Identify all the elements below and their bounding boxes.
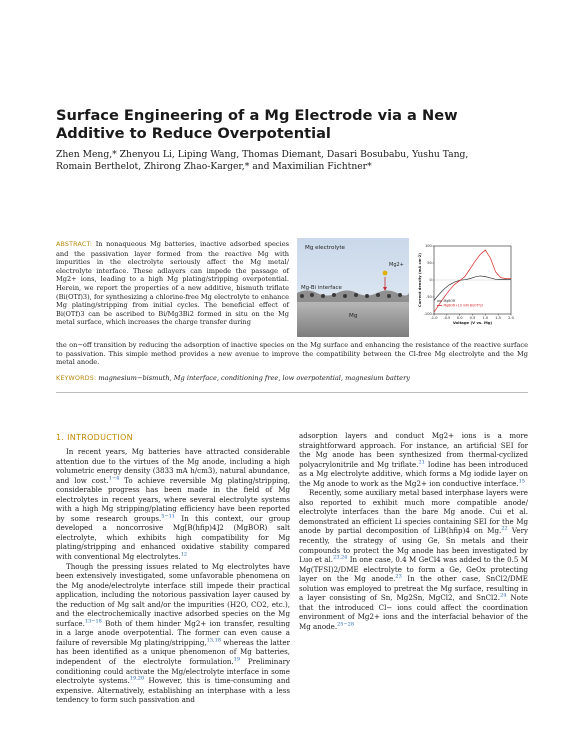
text-run: adsorption layers and conduct Mg2+ ions is a more straightforward approach. For instance, an artificial SEI for the Mg anode has been synthesized from thermal-cyclized polyacrylonitrile and Mg triflate. xyxy=(299,431,528,469)
citation[interactable]: 21 xyxy=(418,459,425,466)
text-run: Recently, some auxiliary metal based interphase layers were also reported to exhibit much more compatible anode/ electrolyte interfaces than the bare Mg anode. Cui et al. demonstrated an efficient Li species containing SEI for the Mg anode by partial decomposition of LiB(hfip)4 on Mg. xyxy=(299,488,528,536)
abstract xyxy=(56,240,289,327)
intro-paragraph-2 xyxy=(56,562,290,705)
authors-line-1: Zhen Meng,* Zhenyou Li, Liping Wang, Thomas Diemant, Dasari Bosubabu, Yushu Tang, xyxy=(56,149,469,160)
toc-label-electrolyte: Mg electrolyte xyxy=(305,245,345,251)
left-column xyxy=(56,447,290,705)
keywords-label: KEYWORDS: xyxy=(56,375,97,382)
text-run: In this context, our group developed a noncorrosive Mg[B(hfip)4]2 (MgBOR) salt electrolyte, which exhibits high compatibility for Mg plating/stripping and enhanced oxidative stability compared with conventional Mg electrolytes. xyxy=(56,513,291,562)
mgbi-layer xyxy=(297,291,409,303)
text-run: whereas the latter has been identified as a unique phenomenon of Mg batteries, independent of the electrolyte formulation. xyxy=(56,637,290,667)
intro-paragraph-3 xyxy=(299,488,528,631)
abstract-label: ABSTRACT: xyxy=(56,241,93,248)
citation[interactable]: 1−4 xyxy=(108,475,120,482)
y-tick-label: 0 xyxy=(429,278,432,283)
citation[interactable]: 23 xyxy=(395,573,402,580)
toc-figure xyxy=(297,238,525,337)
y-tick-label: -100 xyxy=(423,312,432,317)
text-run: In one case, 0.4 M GeCl4 was added to the 0.5 M Mg(TFSI)2/DME electrolyte to form a Ge, GeOx protecting layer on the Mg anode. xyxy=(299,555,528,584)
citation[interactable]: 24 xyxy=(500,592,507,599)
citation[interactable]: 25−28 xyxy=(337,621,355,628)
paper-title: Surface Engineering of a Mg Electrode via a New Additive to Reduce Overpotential xyxy=(56,107,458,142)
y-tick-label: -50 xyxy=(425,295,432,300)
x-tick-label: -1.0 xyxy=(430,316,438,320)
citation[interactable]: 5−11 xyxy=(161,513,175,520)
x-tick-label: -0.5 xyxy=(443,316,451,320)
mg-metal xyxy=(297,302,409,337)
x-tick-label: 0.5 xyxy=(469,316,476,320)
text-run: In the other case, SnCl2/DME solution was employed to pretreat the Mg surface, resulting in a layer consisting of Sn, Mg2Sn, MgCl2, and SnCl2. xyxy=(299,574,528,603)
text-run: Iodine has been introduced as a Mg electrolyte additive, which forms a Mg iodide layer on the Mg anode to work as the Mg2+ ion conductive interface. xyxy=(299,459,528,488)
toc-graphic xyxy=(297,238,525,337)
x-tick-label: 1.0 xyxy=(482,316,489,320)
text-run: Though the pressing issues related to Mg electrolytes have been extensively investigated, some unfavorable phenomena on the Mg anode/electrolyte interface still impede their practical application, including the notorious passivation layer caused by the reduction of Mg salt and/or the impurities (H2O, CO2, etc.), and the electrochemically inactive adsorbed species on the Mg surface. xyxy=(56,561,290,628)
y-axis-label: Current density (mA cm-2) xyxy=(418,253,422,307)
mg-ion-dot xyxy=(383,271,388,276)
citation[interactable]: 12 xyxy=(180,551,188,558)
authors-line-2: Romain Berthelot, Zhirong Zhao-Karger,* and Maximilian Fichtner* xyxy=(56,161,372,172)
x-tick-label: 2.0 xyxy=(508,316,514,320)
abstract-text: In nonaqueous Mg batteries, inactive adsorbed species and the passivation layer formed from the reactive Mg with impurities in the electrolyte seriously affect the Mg metal/ electrolyte interface. These adlayers can impede the passage of Mg2+ ions, leading to a high Mg plating/stripping overpotential. Herein, we report the properties of a new additive, bismuth triflate (Bi(OTf)3), for synthesizing a chlorine-free Mg electrolyte to enhance Mg plating/stripping from initial cycles. The beneficial effect of Bi(OTf)3 can be ascribed to Bi/Mg3Bi2 formed in situ on the Mg metal surface, which increases the charge transfer during xyxy=(56,240,289,327)
x-axis-label: Voltage (V vs. Mg) xyxy=(452,320,493,325)
text-run: Note that the introduced Cl− ions could affect the coordination environment of Mg2+ ions and the interfacial behavior of the Mg anode. xyxy=(299,593,528,631)
legend-entry: MgBOR xyxy=(443,299,456,304)
abstract-continuation: the on−off transition by reducing the adsorption of inactive species on the Mg surface and enhancing the resistance of the reactive surface to passivation. This simple method provides a new avenue to improve the compatibility between the Cl-free Mg electrolyte and the Mg metal anode. xyxy=(56,341,528,367)
citation[interactable]: 22 xyxy=(501,526,508,533)
legend-entry: MgBOR+10 mM Bi(OTf)3 xyxy=(443,303,483,308)
cv-chart xyxy=(418,244,515,325)
y-tick-label: 100 xyxy=(424,244,432,249)
keywords-list: magnesium−bismuth, Mg interface, conditioning free, low overpotential, magnesium battery xyxy=(98,374,410,382)
citation[interactable]: 19 xyxy=(233,656,241,663)
y-tick-label: 50 xyxy=(427,261,432,266)
citation[interactable]: 13,18 xyxy=(206,637,221,644)
text-run: To achieve reversible Mg plating/stripping, considerable progress has been made in the field of Mg electrolytes in recent years, where several electrolyte systems with a high Mg stripping/plating efficiency have been reported by some research groups. xyxy=(56,475,290,523)
author-list xyxy=(56,149,526,173)
text-run: In recent years, Mg batteries have attracted considerable attention due to the virtues of the Mg anode, including a high volumetric energy density (3833 mA h/cm3), natural abundance, and low cost. xyxy=(56,447,290,485)
toc-label-ion: Mg2+ xyxy=(389,262,404,268)
right-column xyxy=(299,431,528,631)
intro-paragraph-1 xyxy=(56,447,290,562)
x-tick-label: 0.0 xyxy=(456,316,463,320)
citation[interactable]: 19,20 xyxy=(129,675,145,682)
toc-label-mg: Mg xyxy=(349,313,358,319)
divider xyxy=(56,392,528,393)
toc-label-interface: Mg-Bi interface xyxy=(301,285,342,291)
intro-paragraph-2-cont xyxy=(299,431,528,488)
citation[interactable]: 13−18 xyxy=(84,618,102,625)
text-run: Both of them hinder Mg2+ ion transfer, resulting in a large anode overpotential. The former can even cause a failure of reversible Mg plating/stripping, xyxy=(56,618,290,647)
citation[interactable]: 23,24 xyxy=(333,554,348,561)
citation[interactable]: 15 xyxy=(518,478,525,485)
x-tick-label: 1.5 xyxy=(495,316,502,320)
text-run: Very recently, the strategy of using Ge, Sn metals and their compounds to protect the Mg anode has been investigated by Luo et al. xyxy=(299,526,528,565)
text-run: However, this is time-consuming and expensive. Alternatively, establishing an interphase with a less tendency to form such passivation and xyxy=(56,676,290,705)
section-heading: 1. INTRODUCTION xyxy=(56,433,133,442)
keywords xyxy=(56,374,528,384)
text-run: Preliminary conditioning could activate the Mg/electrolyte interface in some electrolyte systems. xyxy=(56,657,290,686)
